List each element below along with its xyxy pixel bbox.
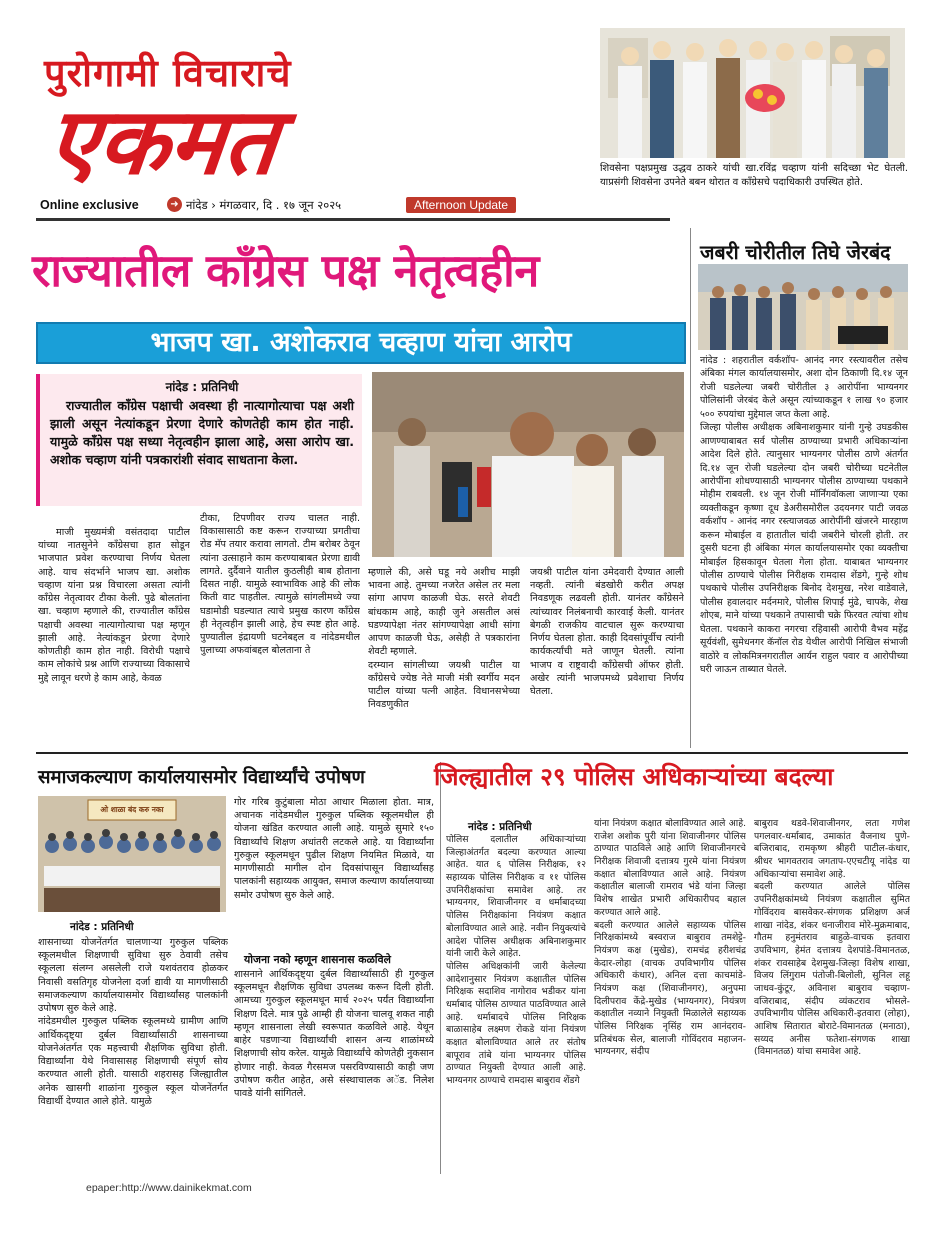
- masthead: [36, 51, 416, 195]
- welfare-subhead: योजना नको म्हणून शासनास कळविले: [244, 953, 391, 966]
- lead-col-3: म्हणाले की, असे घडू नये अशीच माझी भावना आहे. तुमच्या नजरेत असेल तर मला सांगा आपण काळजी घेऊ. सरते शेवटी बांधकाम आहे, काही जुने असतील असं घडण्यापेक्षा नंतर सांगण्यापेक्षा आधी सांगा आपण काळजी घेऊ, असेही ते पत्रकारांना शेवटी म्हणाले. दरम्यान सांगलीच्या जयश्री पाटील या काँग्रेसचे ज्येष्ठ नेते माजी मंत्री स्वर्गीय मदन पाटील यांच्या पत्नी आहेत. विधानसभेच्या निवडणुकीत: [368, 567, 520, 711]
- lead-subhead-bar: [36, 322, 686, 364]
- lead-col-4: जयश्री पाटील यांना उमेदवारी देण्यात आली नव्हती. त्यांनी बंडखोरी करीत अपक्ष निवडणूक लढवली होती. यानंतर काँग्रेसने त्यांच्यावर निलंबनाची कारवाई केली. यानंतर बेगळी राजकीय वाटचाल सुरू करण्याचा निर्णय घेतला होता. काही दिवसांपूर्वीच त्यांनी कार्यकर्त्यांची मते जाणून घेतली. त्यांना भाजप व राष्ट्रवादी काँग्रेसची ऑफर होती. अखेर त्यांनी भाजपमध्ये प्रवेशाचा निर्णय घेतला.: [530, 567, 684, 698]
- lead-subhead: भाजप खा. अशोकराव चव्हाण यांचा आरोप: [150, 327, 572, 358]
- lead-intro-box: [36, 374, 362, 506]
- transfer-col-1: पोलिस दलातील अधिकाऱ्यांच्या जिल्हाअंतर्गत बदल्या करण्यात आल्या आहेत. यात ६ पोलिस निरीक्षक, १२ सहाय्यक पोलिस निरीक्षक व ११ पोलिस उपनिरीक्षकांचा समावेश आहे. तर भाग्यनगर, शिवाजीनगर व धर्माबादच्या पोलिस निरीक्षकांना नियंत्रण कक्षात बोलाविण्यात आले आहे. नवीन नियुक्त्यांचे आदेश पोलिस अधीक्षक अबिनाशकुमार यांनी जारी केले आहेत. पोलिस अधिक्षकांनी जारी केलेल्या आदेशानुसार नियंत्रण कक्षातील पोलिस निरिक्षक सदाशिव नागोराव भडीकर यांना धर्माबाद पोलिस ठाण्यात पाठविण्यात आले आहे. धर्माबादचे पोलिस निरिक्षक बाळासाहेब लक्ष्मण रोकडे यांना नियंत्रण कक्षात बोलाविण्यात आले तर संतोष बापूराव तांबे यांना भाग्यनगर पोलिस ठाण्यात नियुक्ती देण्यात आली आहे. भाग्यनगर ठाण्याचे रामदास बाबुराव शेंडगे: [446, 834, 586, 1087]
- theft-photo: [698, 264, 908, 350]
- epaper-link[interactable]: epaper:http://www.dainikekmat.com: [86, 1182, 252, 1194]
- lead-col-1: माजी मुख्यमंत्री वसंतदादा पाटील यांच्या नातसुनेने काँग्रेसचा हात सोडून भाजपात प्रवेश करण्याचा निर्णय घेतला आहे. याच संदर्भाने भाजप खा. अशोक चव्हाण यांना प्रश्न विचारला असता त्यांनी काँग्रेस नेतृत्वावर टीका केली. पुढे बोलतांना खा. चव्हाण म्हणाले की, राज्यातील काँग्रेस पक्षाची अवस्था नात्यागोत्याचा पक्ष म्हणून झाली आहे. नेत्यांकडून प्रेरणा देणारे कोणतीही काम होत नाही. विरोधी पक्षाचे काम लोकांचे प्रश्न आणि राज्याच्या विकासाचे मुद्दे लावून धरणे हे काम आहे, केवळ: [38, 527, 190, 684]
- lead-col-2: टीका, टिपणीवर राज्य चालत नाही. विकासासाठी कष्ट करून राज्याच्या प्रगतीचा रोड मॅप तयार करावा लागतो. टीम बरोबर ठेवून त्यांना उत्साहाने काम करण्याबाबत प्रेरणा द्यावी लागते. दुर्दैवाने यातील कुठलीही बाब होताना दिसत नाही. यामुळे स्वाभाविक आहे की लोक किती वाट पाहतील. त्यामुळे सांगलीमध्ये ज्या घडामोडी घडल्यात त्याचे प्रमुख कारण काँग्रेस ही नेतृत्वहीन झाली आहे, हेच स्पष्ट होत आहे. पुण्यातील इंद्रायणी घटनेबद्दल व नांदेडमधील पुलाच्या अफवांबद्दल बोलताना ते: [200, 513, 360, 657]
- lead-headline: राज्यातील काँग्रेस पक्ष नेतृत्वहीन: [32, 244, 539, 297]
- press-conference-illustration: [372, 372, 684, 557]
- theft-body: नांदेड : शहरातील वर्कशॉप- आनंद नगर रस्त्यावरील तसेच अंबिका मंगल कार्यालयासमोर, अशा दोन ठिकाणी दि.१४ जून रोजी घडलेल्या जबरी चोरीतील ३ आरोपींना भाग्यनगर पोलिसांनी जेरबंद केले असून त्यांच्याकडून १ लाख ९० हजार ५०० रुपयांचा मुद्देमाल जप्त केला आहे. जिल्हा पोलीस अधीक्षक अबिनाशकुमार यांनी गुन्हे उघडकीस आणण्याबाबत सर्व पोलीस ठाण्याच्या प्रभारी अधिकाऱ्यांना आदेश दिले होते. त्यानुसार भाग्यनगर पोलीस ठाणे अंतर्गत दि.१४ जून रोजी घडलेल्या दोन जबरी चोरीच्या घटनेतील आरोपींना शोधण्यासाठी भाग्यनगर पोलीस ठाण्याच्या पथकाने मोहीम राबवली. १४ जून रोजी मॉर्निंगवॉकला जाणाऱ्या एका व्यक्तीकडून कृष्णा दूध डेअरीसमोरील उदयनगर पाटी जवळ वर्कशॉप - आनंद नगर रस्त्याजवळ आरोपींनी खंजरने मारहाण करून मोबाईल व हातातील चांदी जबरीने चोरली होती. तर दुसरी घटना ही अंबिका मंगल कार्यालयासमोर एका व्यक्तीचा मोबाईल हिसकावून घेतला गेला होता. याबाबत भाग्यनगर पोलीस ठाण्याचे पोलीस निरीक्षक रामदास शेंडगे, गुन्हे शोध पथकाचे पोलीस उपनिरीक्षक बिनोद देशमुख, नरेश वाडेवाले, पोलीस हवालदार मर्दनमारे, पोलीस शिपाई मुंढे, चापके, शेख शोएब, माने यांच्या पथकाने तपासाची चक्रे फिरवत त्यांचा शोध घेतला. पथकाने काकरा नगरचा रहिवासी आरोपी वैभव महेंद्र सूर्यवंशी, सुमेधनगर कॅनॉल रोड येथील आरोपी निखिल संभाजी वाठोरे व लोकमित्रनगरातील आर्यन राहुल पवार व आरोपीच्या घरी जाऊन ताब्यात घेतले.: [700, 355, 908, 676]
- arrow-right-circle-icon: ➜: [167, 197, 182, 212]
- masthead-logo: एकमत: [42, 88, 283, 195]
- transfer-col-3: बाबुराव थडवे-शिवाजीनगर, लता गणेश पगलवार-धर्माबाद, उमाकांत वैजनाथ पुणे-बजिराबाद, रामकृष्ण श्रीहरी पाटील-कंधार, श्रीधर भागवतराव जगताप-एएचटीयू नांदेड या अधिकाऱ्यांचा समावेश आहे. बदली करण्यात आलेले पोलिस उपनिरीक्षकांमध्ये नियंत्रण कक्षातील सुमित गोविंदराव बासवेकर-संगणक प्रशिक्षण अर्ज शाखा नांदेड, शंकर धनाजीराव मोरे-मुक्रमाबाद, गौतम हनुमंतराव बाहुळे-वाचक इतवारा उपविभाग, हेमंत दत्तात्रय देशपांडे-विमानतळ, शंकर रावसाहेब देशमुख-जिल्हा विशेष शाखा, विजय लिंगुराम पंतोजी-बिलोली, सुनिल लहू जाधव-कुंटूर, अविनाश बाबुराव चव्हाण-वजिराबाद, संदीप व्यंकटराव भोसले-उपविभागीय पोलिस अधिकारी-इतवारा (लोहा), आशिष सितारात बोराटे-विमानतळ (मनाठा), सय्यद अनीस फतेशा-संगणक शाखा (विमानतळ) यांचा समावेश आहे.: [754, 818, 910, 1058]
- welfare-byline: नांदेड : प्रतिनिधी: [70, 921, 134, 933]
- lead-press-photo: [372, 372, 684, 557]
- lead-byline: नांदेड : प्रतिनिधी: [165, 380, 239, 394]
- transfer-byline: नांदेड : प्रतिनिधी: [468, 821, 532, 833]
- welfare-col-2a: गोर गरिब कुटुंबाला मोठा आधार मिळाला होता. मात्र, अचानक नांदेडमधील गुरुकुल पब्लिक स्कूलमधील ही योजना खंडित करण्यात आली आहे. यामुळे सुमारे १५० विद्यार्थ्यांचे शिक्षण अधांतरी लटकले आहे. या विद्यार्थ्यांना गुरुकुल स्कूलमधून पुढील शिक्षण नियमित मिळावे, या मागणीसाठी मागील दोन दिवसांपासून विद्यार्थ्यांसह पालकांनी सहाय्यक आयुक्त, समाज कल्याण कार्यालयाच्या समोर उपोषण सुरु केले आहे.: [234, 797, 434, 901]
- transfer-col-2: यांना नियंत्रण कक्षात बोलाविण्यात आले आहे. राजेश अशोक पुरी यांना शिवाजीनगर पोलिस ठाण्यात पाठविले आहे आणि शिवाजीनगरचे निरीक्षक शिवाजी दत्तात्रय गुरमे यांना नियंत्रण कक्षात बोलाविण्यात आले आहे. नियंत्रण कक्षातील बालाजी रामराव भंडे यांना जिल्हा विशेष शाखेत प्रभारी अधिकारीपद बहाल करण्यात आले आहे. बदली करण्यात आलेले सहाय्यक पोलिस निरिक्षकांमध्ये बस्वराज बाबुराव तमशेट्टे-नियंत्रण कक्ष (मुखेड), रामचंद्र हरीशचंद्र केदार-लोहा (वाचक उपविभागीय पोलिस अधिकारी कंधार), अनिल दत्ता काचमांडे-नियंत्रण कक्ष (शिवाजीनगर), अनुपमा दिलीपराव केंद्रे-मुखेड (भाग्यनगर), नियंत्रण कक्षातील नव्याने नियुक्ती मिळालेले सहाय्यक पोलिस निरिक्षक नृसिंह राम आनंदराव-प्रतिबंधक सेल, बालाजी गोविंदराव महाजन-भाग्यनगर, संदीप: [594, 818, 746, 1058]
- welfare-headline: समाजकल्याण कार्यालयासमोर विद्यार्थ्यांचे उपोषण: [38, 767, 365, 788]
- welfare-col-2b: शासनाने आर्थिकदृष्ट्या दुर्बल विद्यार्थ्यांसाठी ही गुरुकुल स्कूलमधून शैक्षणिक सुविधा उपलब्ध करून दिली होती. आमच्या गुरुकुल स्कूलमधून मार्च २०२५ पर्यंत विद्यार्थ्यांना शिक्षण दिले. मात्र पुढे आम्ही ही योजना चालवू शकत नाही म्हणून शासनाला लेखी स्वरूपात कळविले आहे. येथून बाहेर पडणाऱ्या विद्यार्थ्यांची शासन अन्य शाळांमध्ये शिक्षणाची सोय करेल. यामुळे विद्यार्थ्यांचे कोणतेही नुकसान होणार नाही. केवळ गैरसमज पसरविण्यासाठी काही जण उपोषण करीत आहेत, असे संस्थाचालक अॅड. निलेश पावडे यांनी सांगितले.: [234, 969, 434, 1100]
- welfare-col-1: शासनाच्या योजनेंतर्गत चालणाऱ्या गुरुकुल पब्लिक स्कूलमधील शिक्षणाची सुविधा सुरु ठेवावी तसेच स्कूलला संलग्न असलेली राजे यशवंतराव होळकर निवासी वसतिगृह योजनेला दर्जा द्यावी या मागणीसाठी समाजकल्याण कार्यालयासमोर विद्यार्थ्यांसह पालकांनी उपोषण सुरु केले आहे. नांदेडमधील गुरुकुल पब्लिक स्कूलमध्ये ग्रामीण आणि आर्थिकदृष्ट्या दुर्बल विद्यार्थ्यांसाठी शासनाच्या योजनेअंतर्गत एक महत्त्वाची शैक्षणिक सुविधा होती. विद्यार्थ्यांना येथे निवासासह शिक्षणाची संपूर्ण सोय करण्यात आली होती. यासाठी शहरासह जिल्ह्यातील अनेक खासगी शाळांना गुरुकुल स्कूल योजनेंतर्गत विद्यार्थी देण्यात आले होते. यामुळे: [38, 937, 228, 1107]
- online-exclusive-label: Online exclusive: [40, 198, 139, 212]
- top-photo-caption: शिवसेना पक्षप्रमुख उद्धव ठाकरे यांची खा.रविंद्र चव्हाण यांनी सदिच्छा भेट घेतली. याप्रसंगी शिवसेना उपनेते बबन थोरात व काँग्रेसचे पदाधिकारी उपस्थित होते.: [600, 163, 908, 188]
- transfer-headline: जिल्ह्यातील २९ पोलिस अधिकाऱ्यांच्या बदल्या: [434, 762, 834, 791]
- welfare-photo-banner: ओ शाळा बंद करु नका: [100, 805, 164, 814]
- section-rule: [36, 752, 908, 754]
- lead-intro: राज्यातील काँग्रेस पक्षाची अवस्था ही नात्यागोत्याचा पक्ष अशी झाली असून नेत्यांकडून प्रेरणा देणारे कोणतेही काम होत नाही. यामुळे काँग्रेस पक्ष सध्या नेतृत्वहीन झाला आहे, असा आरोप खा. अशोक चव्हाण यांनी पत्रकारांशी संवाद साधताना केला.: [50, 398, 354, 467]
- masthead-rule: [36, 218, 670, 221]
- dateline: नांदेड › मंगळवार, दि . १७ जून २०२५: [186, 198, 342, 212]
- afternoon-update-badge: Afternoon Update: [406, 197, 516, 213]
- top-news-photo: [600, 28, 905, 158]
- masthead-tagline: पुरोगामी विचाराचे: [44, 51, 292, 95]
- group-photo-illustration: [600, 28, 905, 158]
- story-divider: [440, 762, 441, 1174]
- police-arrest-illustration: [698, 264, 908, 350]
- column-divider: [690, 228, 691, 748]
- welfare-photo: [38, 796, 226, 912]
- theft-headline: जबरी चोरीतील तिघे जेरबंद: [700, 241, 891, 264]
